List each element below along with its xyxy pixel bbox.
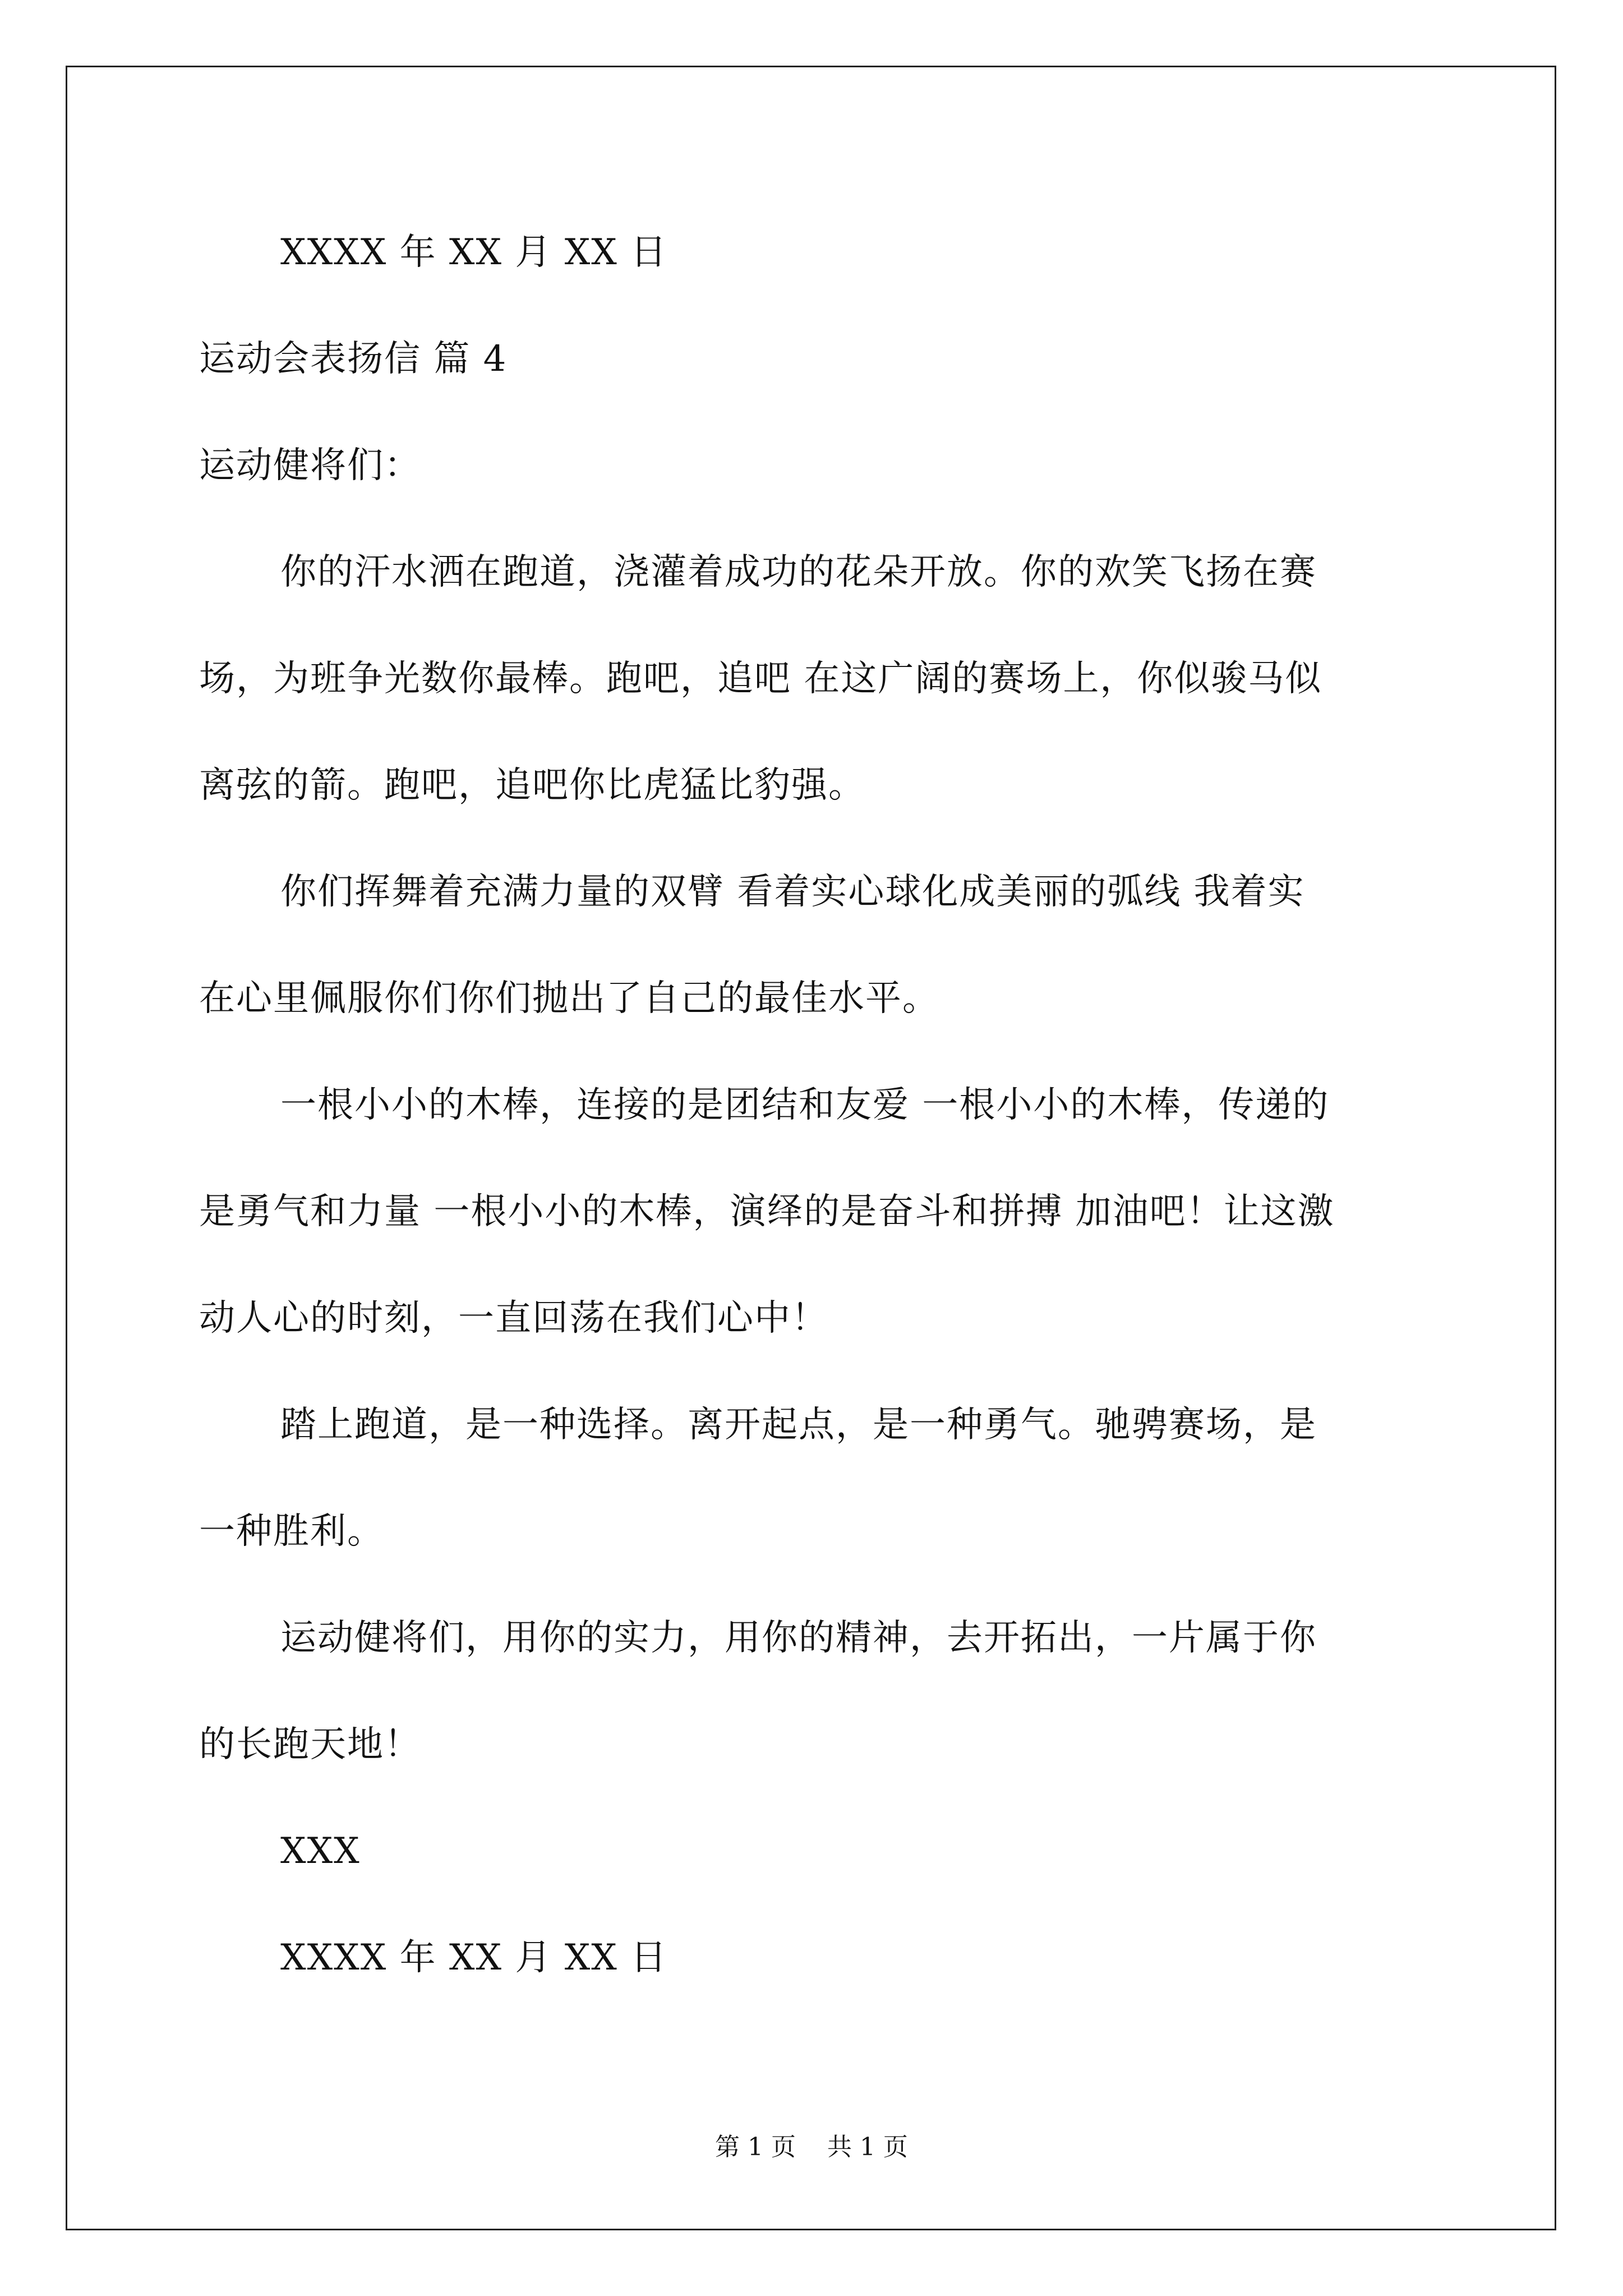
paragraph-line: 踏上跑道，是一种选择。离开起点，是一种勇气。驰骋赛场，是 [280,1404,1317,1446]
paragraph-line: 动人心的时刻，一直回荡在我们心中！ [199,1297,828,1339]
signature: XXX [280,1830,361,1872]
paragraph-line: 场，为班争光数你最棒。跑吧，追吧 在这广阔的赛场上，你似骏马似 [199,658,1322,700]
top-date: XXXX 年 XX 月 XX 日 [280,232,668,273]
paragraph-line: 在心里佩服你们你们抛出了自己的最佳水平。 [199,978,939,1019]
bottom-date: XXXX 年 XX 月 XX 日 [280,1937,668,1978]
paragraph-line: 你们挥舞着充满力量的双臂 看着实心球化成美丽的弧线 我着实 [280,871,1305,913]
paragraph-line: 一种胜利。 [199,1511,384,1552]
page-footer: 第 1 页 共 1 页 [715,2133,908,2161]
salutation: 运动健将们： [199,445,421,486]
paragraph-line: 一根小小的木棒，连接的是团结和友爱 一根小小的木棒，传递的 [280,1084,1330,1126]
letter-title: 运动会表扬信 篇 4 [199,338,508,380]
page-border [66,66,1556,2230]
paragraph-line: 的长跑天地！ [199,1724,421,1765]
paragraph-line: 运动健将们，用你的实力，用你的精神，去开拓出，一片属于你 [280,1617,1317,1659]
paragraph-line: 离弦的箭。跑吧，追吧你比虎猛比豹强。 [199,765,865,806]
paragraph-line: 是勇气和力量 一根小小的木棒，演绎的是奋斗和拼搏 加油吧！让这激 [199,1191,1335,1232]
paragraph-line: 你的汗水洒在跑道，浇灌着成功的花朵开放。你的欢笑飞扬在赛 [280,551,1317,593]
